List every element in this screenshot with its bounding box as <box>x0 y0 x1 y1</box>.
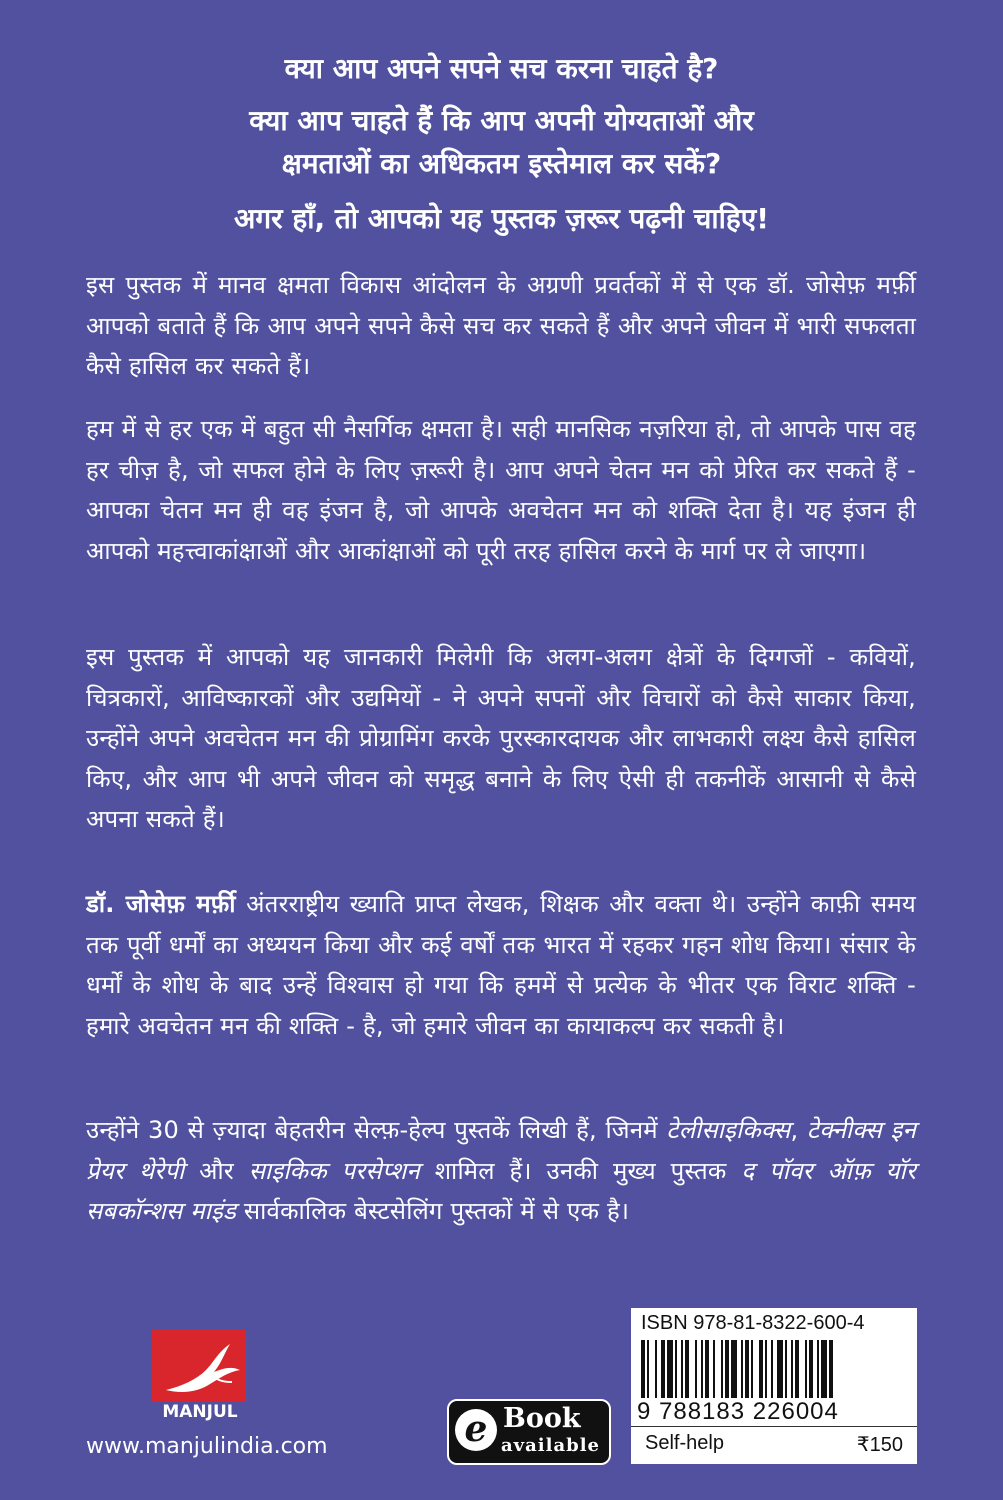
barcode-divider <box>631 1426 917 1427</box>
book-title-power-of-subconscious: द पॉवर ऑफ़ यॉर सबकॉन्शस माइंड <box>86 1156 916 1225</box>
ebook-available-badge <box>447 1399 611 1465</box>
content-paragraph: इस पुस्तक में आपको यह जानकारी मिलेगी कि अलग-अलग क्षेत्रों के दिग्गजों - कवियों, चित्रकारों, आविष्कारकों और उद्यमियों - ने अपने सपनों और विचारों को कैसे साकार किया, उन्होंने अपने अवचेतन मन की प्रोग्रामिंग करके पुरस्कारदायक और लाभकारी लक्ष्य कैसे हासिल किए, और आप भी अपने जीवन को समृद्ध बनाने के लिए ऐसी ही तकनीकें आसानी से कैसे अपना सकते हैं। <box>86 643 916 833</box>
barcode-icon <box>639 1340 909 1398</box>
ebook-e-icon: e <box>455 1409 497 1451</box>
heading-line-2: क्या आप चाहते हैं कि आप अपनी योग्यताओं और <box>249 104 754 137</box>
ebook-word: Book <box>503 1403 581 1434</box>
potential-paragraph: हम में से हर एक में बहुत सी नैसर्गिक क्षमता है। सही मानसिक नज़रिया हो, तो आपके पास वह हर चीज़ है, जो सफल होने के लिए ज़रूरी है। आप अपने चेतन मन को प्रेरित कर सकते हैं - आपका चेतन मन ही वह इंजन है, जो आपके अवचेतन मन को शक्ति देता है। यह इंजन ही आपको महत्त्वाकांक्षाओं और आकांक्षाओं को पूरी तरह हासिल करने के मार्ग पर ले जाएगा। <box>86 415 916 565</box>
intro-paragraph: इस पुस्तक में मानव क्षमता विकास आंदोलन के अग्रणी प्रवर्तकों में से एक डॉ. जोसेफ़ मर्फ़ी आपको बताते हैं कि आप अपने सपने कैसे सच कर सकते हैं और अपने जीवन में भारी सफलता कैसे हासिल कर सकते हैं। <box>86 271 916 380</box>
books-text-i: सार्वकालिक बेस्टसेलिंग पुस्तकों में से एक है। <box>236 1197 630 1225</box>
isbn-text: ISBN 978-81-8322-600-4 <box>641 1312 865 1334</box>
author-name: डॉ. जोसेफ़ मर्फ़ी <box>86 890 236 918</box>
barcode-block <box>631 1308 917 1464</box>
author-bio-paragraph <box>86 884 916 1046</box>
books-text-a: उन्होंने 30 से ज़्यादा बेहतरीन सेल्फ़-हेल्प पुस्तकें लिखी हैं, जिनमें <box>86 1116 667 1144</box>
heading-line-3: क्षमताओं का अधिकतम इस्तेमाल कर सकें? <box>281 147 722 180</box>
book-title-prayer-therapy: टेक्नीक्स इन प्रेयर थेरेपी <box>86 1116 916 1185</box>
swan-icon <box>152 1330 246 1402</box>
books-text-c: , <box>790 1116 807 1144</box>
books-text-e: और <box>184 1156 249 1185</box>
publisher-name: MANJUL <box>162 1402 238 1422</box>
ebook-available-text: available <box>501 1435 600 1456</box>
book-title-psychic-perception: साइकिक परसेप्शन <box>248 1156 420 1185</box>
publisher-website[interactable]: www.manjulindia.com <box>86 1434 328 1459</box>
book-title-telepsychics: टेलीसाइकिक्स <box>666 1116 791 1144</box>
barcode-digits: 9 788183 226004 <box>637 1398 839 1425</box>
genre-label: Self-help <box>645 1432 724 1454</box>
price-label: ₹150 <box>856 1434 903 1456</box>
author-books-paragraph <box>86 1110 916 1232</box>
heading-line-4: अगर हाँ, तो आपको यह पुस्तक ज़रूर पढ़नी चाहिए! <box>233 202 770 235</box>
books-text-g: शामिल हैं। उनकी मुख्य पुस्तक <box>419 1156 742 1185</box>
publisher-logo <box>152 1330 246 1402</box>
author-bio-text: अंतरराष्ट्रीय ख्याति प्राप्त लेखक, शिक्षक और वक्ता थे। उन्होंने काफ़ी समय तक पूर्वी धर्मों का अध्ययन किया और कई वर्षों तक भारत में रहकर गहन शोध किया। संसार के धर्मों के शोध के बाद उन्हें विश्वास हो गया कि हममें से प्रत्येक के भीतर एक विराट शक्ति - हमारे अवचेतन मन की शक्ति - है, जो हमारे जीवन का कायाकल्प कर सकती है। <box>86 890 916 1040</box>
heading-line-1: क्या आप अपने सपने सच करना चाहते है? <box>284 52 719 85</box>
